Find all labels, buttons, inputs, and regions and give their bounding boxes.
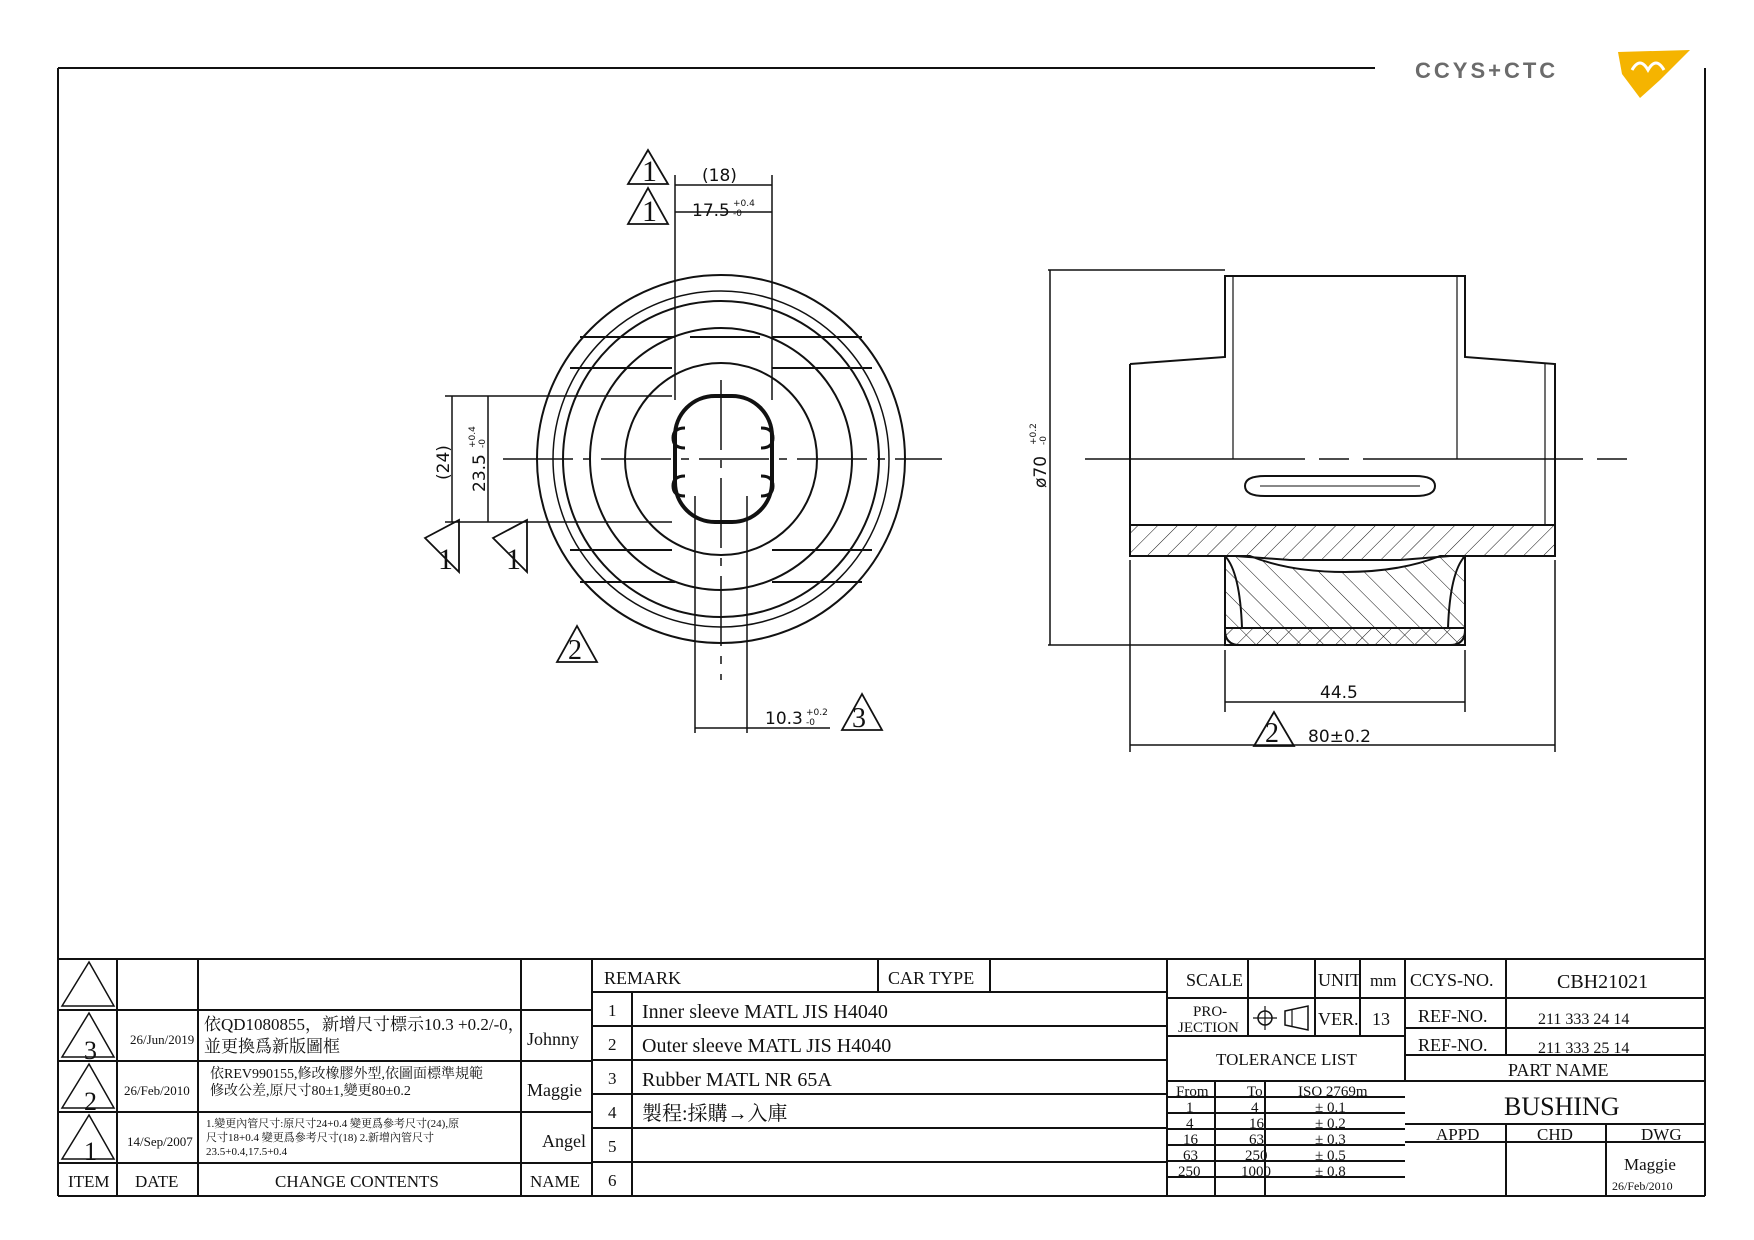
part-name-label: PART NAME — [1508, 1060, 1609, 1080]
dim-17-5: 17.5 — [692, 201, 730, 221]
tolerance-title: TOLERANCE LIST — [1216, 1050, 1357, 1069]
dim-17-5-tol-up: +0.4 — [733, 199, 755, 209]
remark-table — [604, 968, 974, 1190]
rev-row-2-change-l2: 修改公差,原尺寸80±1,變更80±0.2 — [210, 1084, 411, 1099]
dim-10-3: 10.3 — [765, 709, 803, 729]
rev-mark-3: 3 — [852, 703, 866, 734]
rev-mark-1b: 1 — [642, 195, 657, 228]
remark-label: REMARK — [604, 968, 682, 988]
rev-header-name: NAME — [530, 1172, 581, 1191]
projection-label-l2: JECTION — [1178, 1020, 1239, 1036]
rev-row-1-change-l1: 依QD1080855，新增尺寸標示10.3 +0.2/-0， — [204, 1015, 525, 1034]
rev-row-3-change-l3: 23.5+0.4,17.5+0.4 — [206, 1146, 288, 1158]
remark-row-1-text: Inner sleeve MATL JIS H4040 — [642, 1001, 888, 1023]
revision-table — [68, 1015, 586, 1191]
ccys-label: CCYS-NO. — [1410, 970, 1494, 990]
tol-r4-to: 250 — [1245, 1148, 1268, 1164]
dim-17-5-tol-lo: -0 — [733, 209, 742, 219]
tol-r4-val: ± 0.5 — [1315, 1148, 1346, 1164]
rev-row-1-change-l2: 並更換爲新版圖框 — [204, 1037, 340, 1056]
side-view-section — [1130, 525, 1555, 645]
tol-r4-from: 63 — [1183, 1148, 1198, 1164]
dim-10-3-tol-lo: -0 — [806, 718, 815, 728]
scale-block — [1176, 970, 1396, 1180]
side-dimensions — [1048, 270, 1555, 752]
logo-mark-icon — [1618, 50, 1690, 98]
dim-23-5: 23.5 — [470, 454, 490, 492]
dim-80: 80±0.2 — [1308, 727, 1371, 747]
dim-dia-70-tol-lo: -0 — [1039, 436, 1049, 445]
unit-value: mm — [1370, 971, 1397, 990]
dim-23-5-tol-up: +0.4 — [468, 426, 478, 448]
remark-row-2-no: 2 — [608, 1035, 617, 1054]
tol-r2-val: ± 0.2 — [1315, 1116, 1346, 1132]
dim-44-5: 44.5 — [1320, 683, 1358, 703]
tol-r2-to: 16 — [1249, 1116, 1264, 1132]
dim-10-3-tol-up: +0.2 — [806, 708, 828, 718]
rev-row-3-change-l1: 1.變更內管尺寸:原尺寸24+0.4 變更爲參考尺寸(24),原 — [206, 1118, 460, 1130]
tol-header-to: To — [1247, 1084, 1263, 1100]
remark-row-3-no: 3 — [608, 1069, 617, 1088]
remark-row-1-no: 1 — [608, 1001, 617, 1020]
remark-row-2-text: Outer sleeve MATL JIS H4040 — [642, 1035, 892, 1057]
remark-row-6-no: 6 — [608, 1171, 617, 1190]
rev-mark-2-side: 2 — [1265, 718, 1279, 749]
chd-label: CHD — [1537, 1125, 1573, 1144]
tol-r1-val: ± 0.1 — [1315, 1100, 1346, 1116]
tol-r1-from: 1 — [1186, 1100, 1194, 1116]
rev-row-2-date: 26/Feb/2010 — [124, 1083, 190, 1098]
rev-mark-1a: 1 — [642, 155, 657, 188]
rev-row-1-name: Johnny — [527, 1029, 580, 1049]
ccys-number: CBH21021 — [1557, 971, 1649, 993]
ref2-number: 211 333 25 14 — [1538, 1040, 1630, 1057]
rev-header-change: CHANGE CONTENTS — [275, 1172, 439, 1191]
appd-label: APPD — [1436, 1125, 1480, 1144]
dwg-label: DWG — [1641, 1125, 1682, 1144]
rev-header-date: DATE — [135, 1172, 179, 1191]
dim-ref-18: (18) — [702, 166, 737, 186]
remark-row-3-text: Rubber MATL NR 65A — [642, 1069, 832, 1091]
rev-mark-1d: 1 — [506, 543, 521, 576]
ver-label: VER. — [1318, 1009, 1359, 1029]
remark-row-4-no: 4 — [608, 1103, 617, 1122]
revision-marks-front — [425, 150, 882, 730]
part-name: BUSHING — [1504, 1092, 1620, 1121]
tol-header-iso: ISO 2769m — [1298, 1084, 1368, 1100]
ref2-label: REF-NO. — [1418, 1035, 1488, 1055]
company-logo — [1415, 50, 1690, 98]
car-type-label: CAR TYPE — [888, 968, 975, 988]
rev-row-3-change-l2: 尺寸18+0.4 變更爲參考尺寸(18) 2.新增內管尺寸 — [206, 1132, 435, 1144]
tol-r3-val: ± 0.3 — [1315, 1132, 1346, 1148]
rev-mark-2-front: 2 — [568, 635, 582, 666]
dwg-date: 26/Feb/2010 — [1612, 1179, 1673, 1193]
ref1-label: REF-NO. — [1418, 1006, 1488, 1026]
rev-row-3-item: 1 — [84, 1137, 97, 1166]
rev-row-3-name: Angel — [542, 1131, 586, 1151]
rev-row-1-date: 26/Jun/2019 — [130, 1032, 195, 1047]
logo-text: CCYS+CTC — [1415, 58, 1559, 83]
rev-row-2-name: Maggie — [527, 1080, 582, 1100]
rev-row-2-change-l1: 依REV990155,修改橡膠外型,依圖面標準規範 — [210, 1067, 483, 1082]
tol-r5-val: ± 0.8 — [1315, 1164, 1346, 1180]
ver-value: 13 — [1372, 1009, 1390, 1029]
scale-label: SCALE — [1186, 970, 1244, 990]
unit-label: UNIT — [1318, 970, 1361, 990]
tol-r2-from: 4 — [1186, 1116, 1194, 1132]
front-view — [445, 175, 942, 733]
remark-row-4-text: 製程:採購→入庫 — [642, 1103, 788, 1125]
remark-row-5-no: 5 — [608, 1137, 617, 1156]
dim-dia-70: ø70 — [1031, 455, 1051, 488]
tol-header-from: From — [1176, 1084, 1209, 1100]
tol-r3-from: 16 — [1183, 1132, 1198, 1148]
tol-r5-to: 1000 — [1241, 1164, 1271, 1180]
rev-mark-1c: 1 — [438, 543, 453, 576]
dim-23-5-tol-lo: -0 — [478, 439, 488, 448]
tol-r1-to: 4 — [1251, 1100, 1259, 1116]
rev-row-3-date: 14/Sep/2007 — [127, 1134, 193, 1149]
dwg-name: Maggie — [1624, 1155, 1676, 1174]
tol-r3-to: 63 — [1249, 1132, 1264, 1148]
rev-row-1-item: 3 — [84, 1036, 97, 1065]
tol-r5-from: 250 — [1178, 1164, 1201, 1180]
ref1-number: 211 333 24 14 — [1538, 1011, 1630, 1028]
projection-label-l1: PRO- — [1193, 1004, 1228, 1020]
rev-header-item: ITEM — [68, 1172, 110, 1191]
side-view — [1085, 276, 1630, 556]
rev-row-2-item: 2 — [84, 1087, 97, 1116]
dim-ref-24: (24) — [434, 445, 454, 480]
dim-dia-70-tol-up: +0.2 — [1029, 423, 1039, 445]
